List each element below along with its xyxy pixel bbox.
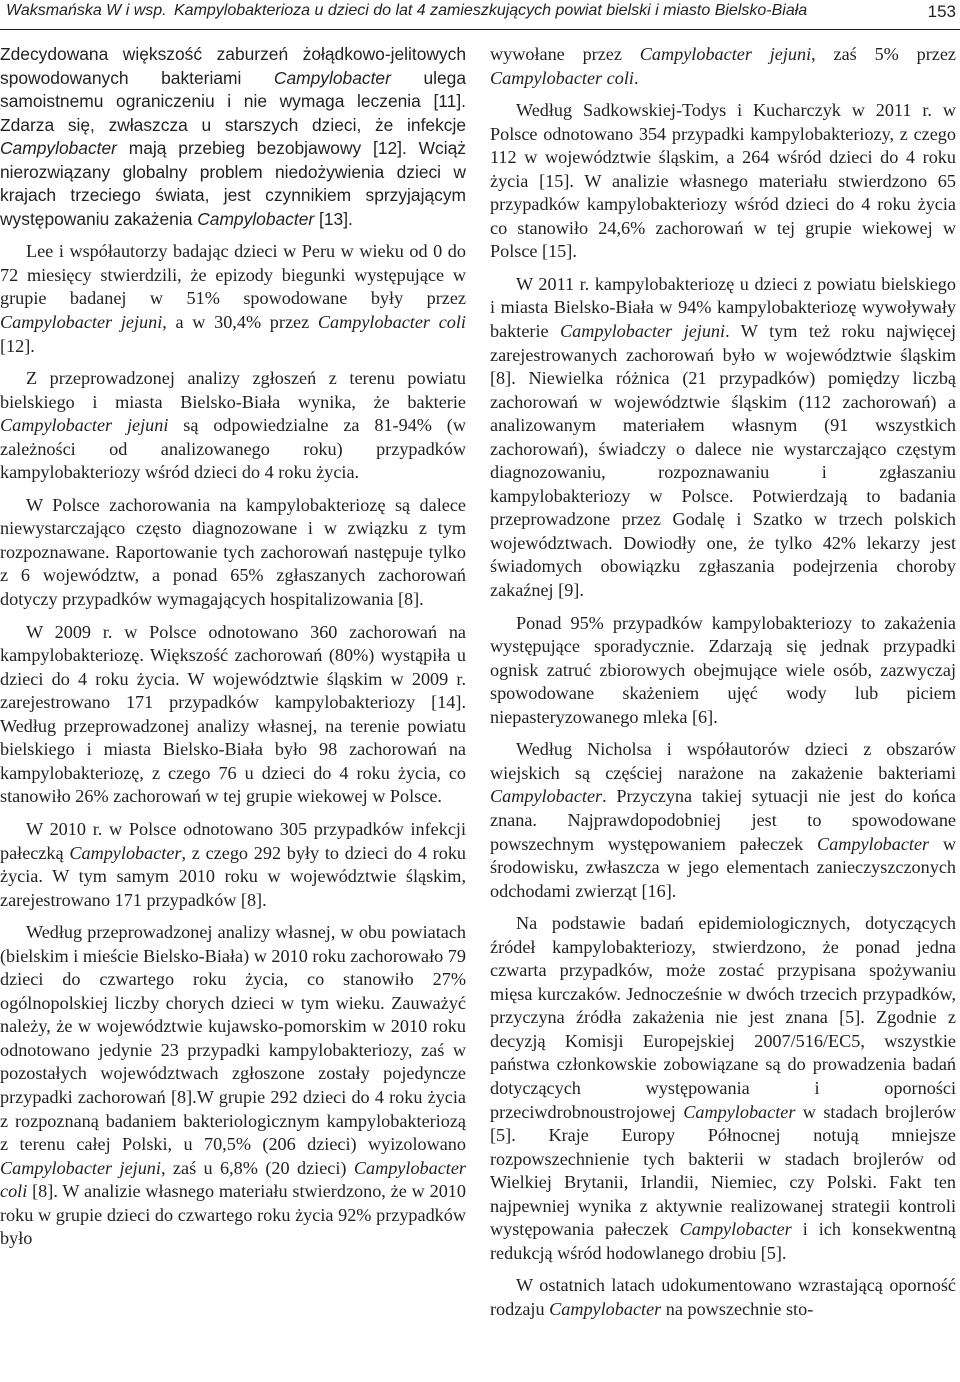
paragraph: Z przeprowadzonej analizy zgłoszeń z terenu powiatu bielskiego i miasta Bielsko-Biała wynika, że bakterie Campylobacter jejuni są odpowiedzialne za 81-94% (w zależności od analizowanego roku) przypadków kampylobakteriozy wśród dzieci do 4 roku życia. xyxy=(0,368,467,483)
taxon-name: Campylobacter xyxy=(273,67,391,88)
taxon-name: Campylobacter xyxy=(197,208,315,229)
taxon-name: Campylobacter coli xyxy=(0,1157,466,1202)
paragraph: Według Sadkowskiej-Todys i Kucharczyk w 2011 r. w Polsce odnotowano 354 przypadki kampylobakteriozy, z czego 112 w województwie śląskim, a 264 wśród dzieci do 4 roku życia [15]. W analizie własnego materiału stwierdzono 65 przypadków kampylobakteriozy wśród dzieci do 4 roku życia co stanowiło 24,6% zachorowań w tej grupie wiekowej w Polsce [15]. xyxy=(490,100,956,262)
paragraph: Zdecydowana większość zaburzeń żołądkowo-jelitowych spowodowanych bakteriami Campylobacter ulega samoistnemu ograniczeniu i nie wymaga leczenia [11]. Zdarza się, zwłaszcza u starszych dzieci, że infekcje Campylobacter mają przebieg bezobjawowy [12]. Wciąż nierozwiązany globalny problem niedożywienia dzieci w krajach trzeciego świata, jest czynnikiem sprzyjającym występowaniu zakażenia Campylobacter [13]. xyxy=(0,44,466,229)
taxon-name: Campylobacter xyxy=(817,833,930,854)
taxon-name: Campylobacter jejuni xyxy=(560,321,726,342)
paragraph: W 2010 r. w Polsce odnotowano 305 przypadków infekcji pałeczką Campylobacter, z czego 292 były to dzieci do 4 roku życia. W tym samym 2010 roku w województwie śląskim, zarejestrowano 171 przypadków [8]. xyxy=(0,818,467,910)
taxon-name: Campylobacter jejuni xyxy=(639,44,812,64)
paragraph: W Polsce zachorowania na kampylobakteriozę są dalece niewystarczająco często diagnozowane i w związku z tym rozpoznawane. Raportowanie tych zachorowań następuje tylko z 6 województw, a ponad 65% zgłaszanych zachorowań dotyczy przypadków wymagających hospitalizowania [8]. xyxy=(0,494,466,610)
running-head-title: Kampylobakterioza u dzieci do lat 4 zamieszkujących powiat bielski i miasto Bielsko-Biała xyxy=(174,2,808,19)
page-number: 153 xyxy=(927,2,956,21)
right-column xyxy=(490,43,956,1330)
paragraph: Według Nicholsa i współautorów dzieci z obszarów wiejskich są częściej narażone na zakażenie bakteriami Campylobacter. Przyczyna takiej sytuacji nie jest do końca znana. Najprawdopodobniej jest to spowodowane powszechnym występowaniem pałeczek Campylobacter w środowisku, zwłaszcza w jego elementach zanieczyszczonych odchodami zwierząt [16]. xyxy=(490,739,956,901)
taxon-name: Campylobacter xyxy=(683,1101,796,1122)
taxon-name: Campylobacter xyxy=(549,1298,662,1319)
taxon-name: Campylobacter xyxy=(490,786,603,807)
paragraph: W 2011 r. kampylobakteriozę u dzieci z powiatu bielskiego i miasta Bielsko-Biała w 94% kampylobakteriozę wywoływały bakterie Campylobacter jejuni. W tym też roku najwięcej zarejestrowanych zachorowań było w województwie śląskim [8]. Niewielka różnica (21 przypadków) pomiędzy liczbą zachorowań w województwie śląskim (112 zachorowań) a analizowanym materiałem własnym (91 wszystkich zachorowań), świadczy o dalece nie wystarczająco częstym diagnozowaniu, rozpoznawaniu i zgłaszaniu kampylobakteriozy w Polsce. Potwierdzają to badania przeprowadzone przez Godalę i Szatko w trzech polskich województwach. Dowiodły one, że tylko 42% lekarzy jest świadomych obowiązku zgłaszania podejrzenia choroby zakaźnej [9]. xyxy=(490,273,956,601)
paragraph: Lee i współautorzy badając dzieci w Peru w wieku od 0 do 72 miesięcy stwierdzili, że epizody biegunki występujące w grupie badanej w 51% spowodowane były przez Campylobacter jejuni, a w 30,4% przez Campylobacter coli [12]. xyxy=(0,241,466,356)
paragraph: Według przeprowadzonej analizy własnej, w obu powiatach (bielskim i mieście Bielsko-Biała) w 2010 roku zachorowało 79 dzieci do czwartego roku życia, co stanowiło 27% ogólnopolskiej liczby chorych dzieci w tym wieku. Zauważyć należy, że w województwie kujawsko-pomorskim w 2010 roku odnotowano jedynie 23 przypadki kampylobakteriozy, zaś w pozostałych województwach zgłoszone zostały pojedyncze przypadki zachorowań [8].W grupie 292 dzieci do 4 roku życia z rozpoznaną badaniem bakteriologicznym kampylobakteriozą z terenu całej Polski, u 70,5% (206 dzieci) wyizolowano Campylobacter jejuni, zaś u 6,8% (20 dzieci) Campylobacter coli [8]. W analizie własnego materiału stwierdzono, że w 2010 roku w grupie dzieci do czwartego roku życia 92% przypadków było xyxy=(0,922,466,1249)
paragraph: Na podstawie badań epidemiologicznych, dotyczących źródeł kampylobakteriozy, stwierdzono, że ponad jedna czwarta przypadków, może zostać przypisana spożywaniu mięsa kurczaków. Jednocześnie w dwóch trzecich przypadków, przyczyna źródła zakażenia nie jest znana [5]. Zgodnie z decyzją Komisji Europejskiej 2007/516/EC5, wszystkie państwa członkowskie zobowiązane są do prowadzenia badań dotyczących występowania i oporności przeciwdrobnoustrojowej Campylobacter w stadach brojlerów [5]. Kraje Europy Północnej notują mniejsze rozpowszechnienie tych bakterii w stadach brojlerów od Wielkiej Brytanii, Irlandii, Niemiec, czy Polski. Fakt ten najpewniej wynika z aktywnie realizowanej strategii kontroli występowania pałeczek Campylobacter i ich konsekwentną redukcją wśród hodowlanego drobiu [5]. xyxy=(490,913,956,1263)
paragraph: W 2009 r. w Polsce odnotowano 360 zachorowań na kampylobakteriozę. Większość zachorowań (80%) wystąpiła u dzieci do 4 roku życia. W województwie śląskim w 2009 r. zarejestrowano 171 przypadków kampylobakteriozy [14]. Według przeprowadzonej analizy własnej, na terenie powiatu bielskiego i miasta Bielsko-Biała było 98 zachorowań na kampylobakteriozę, z czego 76 u dzieci do 4 roku życia, co stanowiło 26% zachorowań w tej grupie wiekowej w Polsce. xyxy=(0,621,466,807)
paragraph: W ostatnich latach udokumentowano wzrastającą oporność rodzaju Campylobacter na powszechnie sto- xyxy=(490,1275,956,1319)
running-head xyxy=(0,0,960,28)
taxon-name: Campylobacter coli xyxy=(490,67,634,88)
running-head-authors: Waksmańska W i wsp. xyxy=(6,2,167,19)
taxon-name: Campylobacter jejuni xyxy=(0,415,169,436)
paragraph: Ponad 95% przypadków kampylobakteriozy to zakażenia występujące sporadycznie. Zdarzają się jednak przypadki ognisk zatruć zbiorowych obejmujące wiele osób, zazwyczaj spowodowane skażeniem ujęć wody lub piciem niepasteryzowanego mleka [6]. xyxy=(490,612,956,727)
taxon-name: Campylobacter xyxy=(679,1219,792,1240)
left-column xyxy=(0,43,466,1260)
taxon-name: Campylobacter xyxy=(0,138,117,159)
taxon-name: Campylobacter coli xyxy=(317,312,466,333)
taxon-name: Campylobacter jejuni xyxy=(0,312,163,333)
taxon-name: Campylobacter xyxy=(69,842,182,863)
paragraph-continued: wywołane przez Campylobacter jejuni, zaś 5% przez Campylobacter coli. xyxy=(490,44,956,88)
taxon-name: Campylobacter jejuni xyxy=(0,1157,161,1178)
header-rule xyxy=(0,29,960,30)
